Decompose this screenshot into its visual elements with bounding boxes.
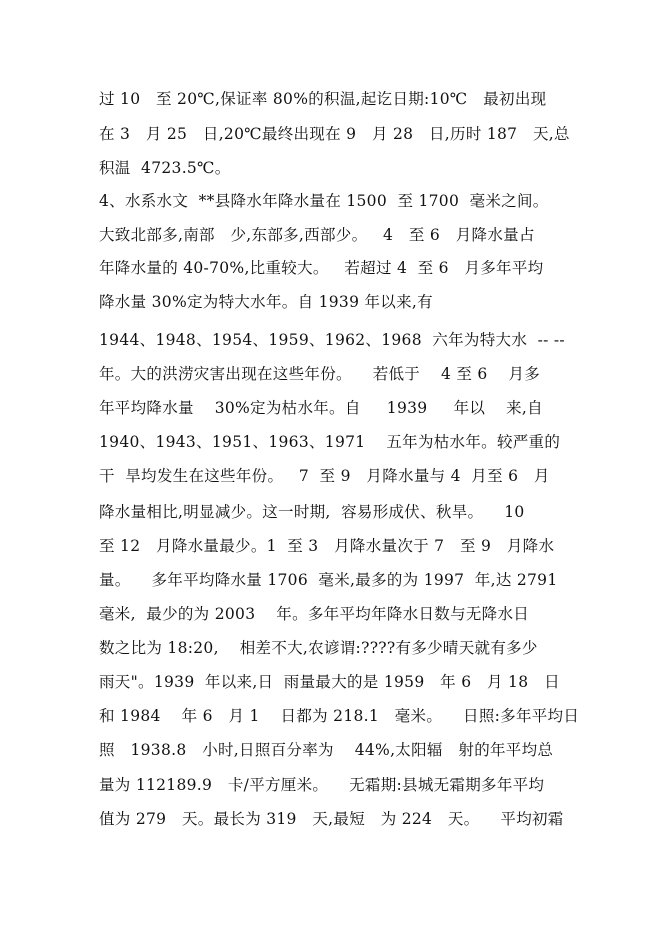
text-line: 雨天"。1939 年以来,日 雨量最大的是 1959 年 6 月 18 日	[99, 673, 560, 691]
text-line: 积温 4723.5℃。	[99, 159, 231, 177]
text-line: 值为 279 天。最长为 319 天,最短 为 224 天。 平均初霜	[99, 810, 564, 828]
text-line: 毫米, 最少的为 2003 年。多年平均年降水日数与无降水日	[99, 605, 530, 623]
text-line: 和 1984 年 6 月 1 日都为 218.1 毫米。 日照:多年平均日	[99, 707, 580, 725]
text-line: 降水量 30%定为特大水年。自 1939 年以来,有	[99, 293, 433, 311]
text-line: 照 1938.8 小时,日照百分率为 44%,太阳辐 射的年平均总	[99, 741, 554, 759]
text-line: 量。 多年平均降水量 1706 毫米,最多的为 1997 年,达 2791	[99, 571, 558, 589]
text-line: 至 12 月降水量最少。1 至 3 月降水量次于 7 至 9 月降水	[99, 537, 555, 555]
text-line: 大致北部多,南部 少,东部多,西部少。 4 至 6 月降水量占	[99, 226, 535, 244]
text-line: 降水量相比,明显减少。这一时期, 容易形成伏、秋旱。 10	[99, 503, 525, 521]
text-line: 年平均降水量 30%定为枯水年。自 1939 年以 来,自	[99, 399, 543, 417]
text-line: 干 旱均发生在这些年份。 7 至 9 月降水量与 4 月至 6 月	[99, 467, 550, 485]
text-line: 量为 112189.9 卡/平方厘米。 无霜期:县城无霜期多年平均	[99, 776, 545, 794]
text-line: 数之比为 18:20, 相差不大,农谚谓:????有多少晴天就有多少	[99, 639, 538, 657]
text-line: 年。大的洪涝灾害出现在这些年份。 若低于 4 至 6 月多	[99, 365, 541, 383]
text-line: 1944、1948、1954、1959、1962、1968 六年为特大水 -- --	[99, 331, 565, 349]
text-line: 在 3 月 25 日,20℃最终出现在 9 月 28 日,历时 187 天,总	[99, 125, 570, 143]
text-line: 过 10 至 20℃,保证率 80%的积温,起讫日期:10℃ 最初出现	[99, 90, 547, 108]
text-line: 1940、1943、1951、1963、1971 五年为枯水年。较严重的	[99, 433, 561, 451]
text-line: 4、水系水文 **县降水年降水量在 1500 至 1700 毫米之间。	[99, 192, 549, 210]
text-line: 年降水量的 40-70%,比重较大。 若超过 4 至 6 月多年平均	[99, 259, 544, 277]
